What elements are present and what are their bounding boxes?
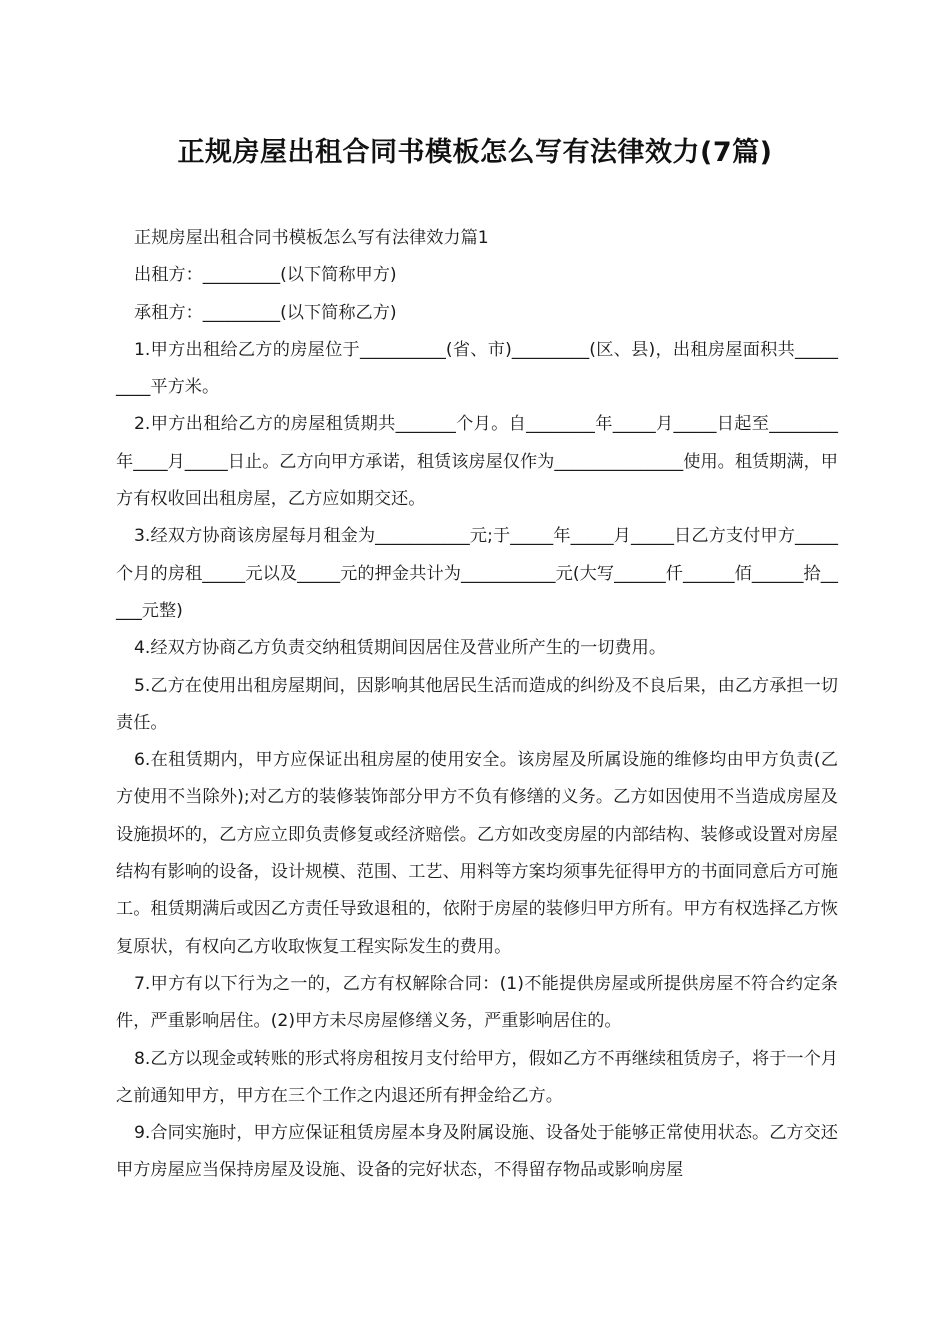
lessee-line: 承租方：_________(以下简称乙方) [134, 302, 397, 323]
clause-9: 9.合同实施时，甲方应保证租赁房屋本身及附属设施、设备处于能够正常使用状态。乙方交还甲方房屋应当保持房屋及设施、设备的完好状态，不得留存物品或影响房屋 [116, 1123, 838, 1181]
lessor-line: 出租方：_________(以下简称甲方) [134, 265, 397, 286]
clause-5: 5.乙方在使用出租房屋期间，因影响其他居民生活而造成的纠纷及不良后果，由乙方承担一切责任。 [116, 675, 838, 733]
document-body [116, 220, 838, 1190]
clause-6: 6.在租赁期内，甲方应保证出租房屋的使用安全。该房屋及所属设施的维修均由甲方负责(乙方使用不当除外);对乙方的装修装饰部分甲方不负有修缮的义务。乙方如因使用不当造成房屋及设施损坏的，乙方应立即负责修复或经济赔偿。乙方如改变房屋的内部结构、装修或设置对房屋结构有影响的设备，设计规模、范围、工艺、用料等方案均须事先征得甲方的书面同意后方可施工。租赁期满后或因乙方责任导致退租的，依附于房屋的装修归甲方所有。甲方有权选择乙方恢复原状，有权向乙方收取恢复工程实际发生的费用。 [116, 750, 838, 957]
clause-8: 8.乙方以现金或转账的形式将房租按月支付给甲方，假如乙方不再继续租赁房子，将于一个月之前通知甲方，甲方在三个工作之内退还所有押金给乙方。 [116, 1048, 838, 1106]
document-title: 正规房屋出租合同书模板怎么写有法律效力(7篇) [177, 137, 773, 168]
clause-4: 4.经双方协商乙方负责交纳租赁期间因居住及营业所产生的一切费用。 [134, 638, 667, 659]
clause-3: 3.经双方协商该房屋每月租金为___________元;于_____年_____月_____日乙方支付甲方_____个月的房租_____元以及_____元的押金共计为___________元(大写______仟______佰______拾_____元整) [116, 526, 838, 621]
clause-1: 1.甲方出租给乙方的房屋位于__________(省、市)_________(区、县)，出租房屋面积共_________平方米。 [116, 339, 838, 398]
clause-2: 2.甲方出租给乙方的房屋租赁期共_______个月。自________年_____月_____日起至________年____月_____日止。乙方向甲方承诺，租赁该房屋仅作为_______________使用。租赁期满，甲方有权收回出租房屋，乙方应如期交还。 [116, 414, 838, 510]
clause-7: 7.甲方有以下行为之一的，乙方有权解除合同：(1)不能提供房屋或所提供房屋不符合约定条件，严重影响居住。(2)甲方未尽房屋修缮义务，严重影响居住的。 [116, 973, 838, 1032]
section-heading: 正规房屋出租合同书模板怎么写有法律效力篇1 [134, 228, 489, 248]
